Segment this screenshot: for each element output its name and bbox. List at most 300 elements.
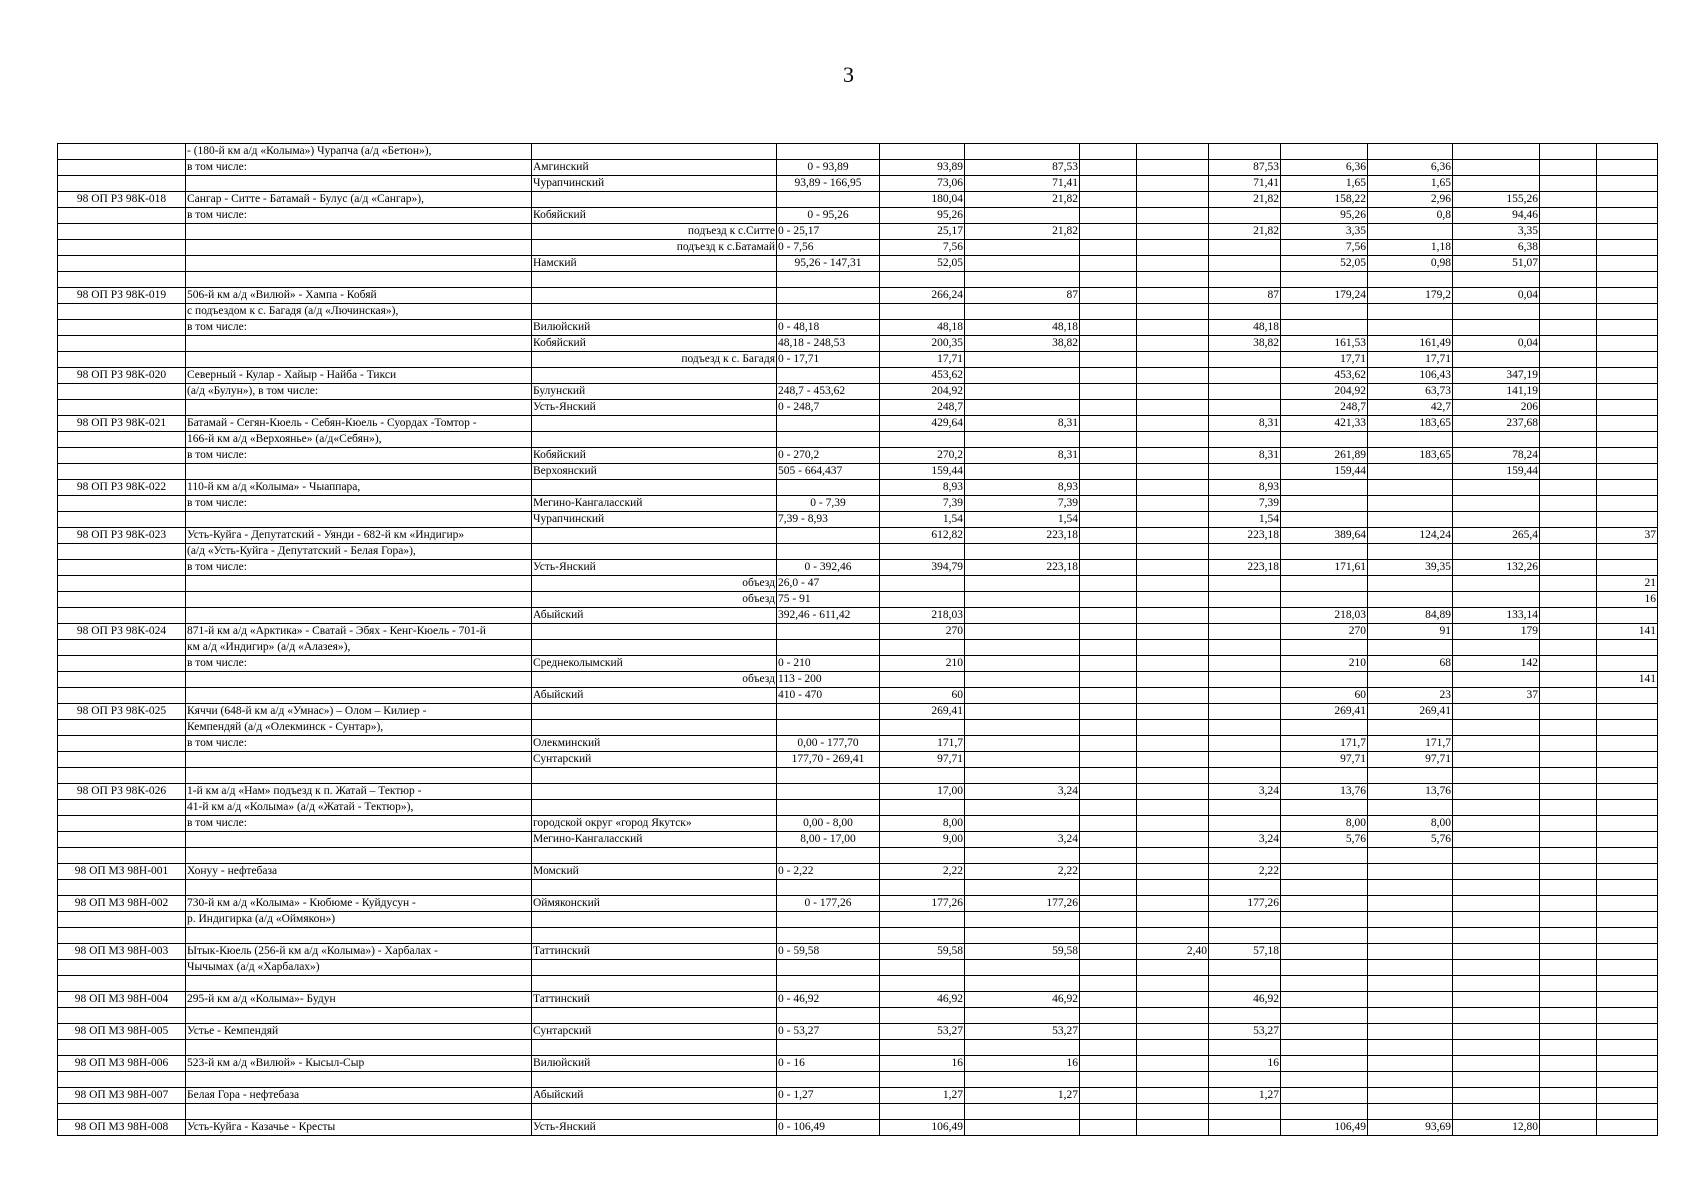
cell-length-f (1368, 992, 1453, 1008)
cell-district: Кобяйский (532, 208, 777, 224)
table-row (58, 272, 1658, 288)
cell-length-e: 106,49 (1281, 1120, 1368, 1136)
cell-district: Таттинский (532, 992, 777, 1008)
cell-length-h (1540, 832, 1597, 848)
table-row (58, 960, 1658, 976)
cell-length-d: 87 (1209, 288, 1281, 304)
cell-length-d: 7,39 (1209, 496, 1281, 512)
table-row (58, 880, 1658, 896)
cell-road-name (186, 928, 532, 944)
cell-length-i (1597, 1040, 1658, 1056)
cell-district (532, 368, 777, 384)
cell-length-e (1281, 544, 1368, 560)
cell-km-range: 0 - 248,7 (777, 400, 880, 416)
cell-total-length: 429,64 (880, 416, 965, 432)
cell-road-name (186, 608, 532, 624)
cell-road-code (58, 432, 186, 448)
cell-length-h (1540, 640, 1597, 656)
cell-length-e (1281, 496, 1368, 512)
cell-road-code: 98 ОП МЗ 98Н-005 (58, 1024, 186, 1040)
cell-length-g (1453, 960, 1540, 976)
cell-length-c (1137, 544, 1209, 560)
cell-km-range: 8,00 - 17,00 (777, 832, 880, 848)
cell-road-name (186, 832, 532, 848)
cell-length-a (965, 848, 1080, 864)
cell-length-g: 94,46 (1453, 208, 1540, 224)
cell-length-c (1137, 800, 1209, 816)
cell-district (532, 720, 777, 736)
cell-length-i (1597, 816, 1658, 832)
cell-length-d (1209, 960, 1281, 976)
cell-length-c (1137, 880, 1209, 896)
cell-total-length: 8,93 (880, 480, 965, 496)
cell-road-code: 98 ОП МЗ 98Н-002 (58, 896, 186, 912)
cell-length-c (1137, 224, 1209, 240)
cell-length-f (1368, 512, 1453, 528)
cell-length-g (1453, 1040, 1540, 1056)
cell-length-d (1209, 1120, 1281, 1136)
cell-length-g (1453, 592, 1540, 608)
cell-length-c (1137, 752, 1209, 768)
cell-road-code (58, 640, 186, 656)
cell-road-code (58, 208, 186, 224)
cell-length-f: 91 (1368, 624, 1453, 640)
cell-length-c (1137, 1024, 1209, 1040)
cell-length-b (1080, 400, 1137, 416)
cell-total-length: 95,26 (880, 208, 965, 224)
cell-length-h (1540, 624, 1597, 640)
cell-length-d: 71,41 (1209, 176, 1281, 192)
cell-length-a (965, 688, 1080, 704)
cell-length-i (1597, 464, 1658, 480)
cell-road-code (58, 960, 186, 976)
cell-km-range (777, 720, 880, 736)
cell-total-length: 25,17 (880, 224, 965, 240)
cell-length-e (1281, 320, 1368, 336)
cell-total-length: 97,71 (880, 752, 965, 768)
cell-length-f: 13,76 (1368, 784, 1453, 800)
cell-length-a: 177,26 (965, 896, 1080, 912)
cell-km-range: 505 - 664,437 (777, 464, 880, 480)
cell-length-c (1137, 640, 1209, 656)
cell-road-name: Северный - Кулар - Хайыр - Найба - Тикси (186, 368, 532, 384)
table-row (58, 816, 1658, 832)
cell-km-range: 0 - 25,17 (777, 224, 880, 240)
cell-district: объезд (532, 672, 777, 688)
cell-length-c (1137, 960, 1209, 976)
cell-length-f (1368, 1040, 1453, 1056)
cell-district: объезд (532, 592, 777, 608)
cell-length-g (1453, 1008, 1540, 1024)
cell-length-i: 37 (1597, 528, 1658, 544)
cell-length-b (1080, 288, 1137, 304)
cell-district: Амгинский (532, 160, 777, 176)
roads-table (57, 143, 1658, 1136)
cell-length-h (1540, 768, 1597, 784)
cell-length-f: 0,8 (1368, 208, 1453, 224)
cell-length-i (1597, 848, 1658, 864)
cell-length-a (965, 880, 1080, 896)
cell-km-range: 0 - 177,26 (777, 896, 880, 912)
cell-length-a (965, 240, 1080, 256)
cell-length-a: 8,93 (965, 480, 1080, 496)
cell-km-range (777, 880, 880, 896)
cell-km-range: 0 - 93,89 (777, 160, 880, 176)
cell-length-d (1209, 688, 1281, 704)
cell-district (532, 1104, 777, 1120)
cell-district: Чурапчинский (532, 176, 777, 192)
table-row (58, 688, 1658, 704)
cell-length-a (965, 656, 1080, 672)
cell-length-a (965, 1072, 1080, 1088)
cell-district: Таттинский (532, 944, 777, 960)
cell-length-i (1597, 368, 1658, 384)
cell-road-name (186, 752, 532, 768)
cell-km-range: 0 - 7,39 (777, 496, 880, 512)
cell-road-code (58, 656, 186, 672)
cell-road-code (58, 720, 186, 736)
cell-road-code (58, 320, 186, 336)
cell-length-e (1281, 960, 1368, 976)
cell-road-name (186, 1008, 532, 1024)
cell-length-c (1137, 352, 1209, 368)
cell-length-e: 261,89 (1281, 448, 1368, 464)
cell-length-i (1597, 384, 1658, 400)
table-row (58, 464, 1658, 480)
cell-length-d (1209, 1072, 1281, 1088)
cell-length-e (1281, 880, 1368, 896)
cell-length-c (1137, 1008, 1209, 1024)
cell-km-range (777, 528, 880, 544)
cell-length-a (965, 400, 1080, 416)
cell-road-code (58, 1072, 186, 1088)
cell-length-e: 159,44 (1281, 464, 1368, 480)
cell-length-a (965, 640, 1080, 656)
cell-district: Вилюйский (532, 1056, 777, 1072)
cell-km-range (777, 368, 880, 384)
cell-km-range: 0,00 - 8,00 (777, 816, 880, 832)
cell-length-b (1080, 368, 1137, 384)
cell-length-e (1281, 944, 1368, 960)
cell-length-e: 179,24 (1281, 288, 1368, 304)
cell-district: Абыйский (532, 608, 777, 624)
cell-total-length: 159,44 (880, 464, 965, 480)
cell-length-b (1080, 768, 1137, 784)
cell-length-g (1453, 1088, 1540, 1104)
cell-road-code (58, 464, 186, 480)
cell-length-c (1137, 272, 1209, 288)
cell-length-g (1453, 992, 1540, 1008)
cell-district (532, 144, 777, 160)
cell-length-f: 8,00 (1368, 816, 1453, 832)
cell-length-h (1540, 880, 1597, 896)
cell-length-a: 87,53 (965, 160, 1080, 176)
cell-district: Оймяконский (532, 896, 777, 912)
table-row (58, 1040, 1658, 1056)
cell-length-f: 161,49 (1368, 336, 1453, 352)
table-row (58, 288, 1658, 304)
cell-road-code (58, 688, 186, 704)
cell-length-d (1209, 400, 1281, 416)
cell-length-d: 57,18 (1209, 944, 1281, 960)
cell-length-b (1080, 256, 1137, 272)
cell-length-c (1137, 784, 1209, 800)
cell-length-f (1368, 1088, 1453, 1104)
cell-length-d (1209, 912, 1281, 928)
cell-length-i (1597, 448, 1658, 464)
cell-district (532, 912, 777, 928)
cell-road-code (58, 912, 186, 928)
cell-length-b (1080, 496, 1137, 512)
cell-road-name: Чычымах (а/д «Харбалах») (186, 960, 532, 976)
table-row (58, 784, 1658, 800)
cell-length-b (1080, 432, 1137, 448)
cell-length-e: 389,64 (1281, 528, 1368, 544)
cell-length-h (1540, 496, 1597, 512)
cell-length-h (1540, 528, 1597, 544)
cell-road-code (58, 608, 186, 624)
cell-length-d (1209, 1104, 1281, 1120)
cell-length-d: 38,82 (1209, 336, 1281, 352)
cell-road-name: 730-й км а/д «Колыма» - Кюбюме - Куйдусун - (186, 896, 532, 912)
table-row (58, 192, 1658, 208)
cell-length-b (1080, 944, 1137, 960)
cell-km-range (777, 800, 880, 816)
cell-length-f: 17,71 (1368, 352, 1453, 368)
cell-km-range (777, 960, 880, 976)
table-row (58, 1088, 1658, 1104)
cell-district: Усть-Янский (532, 400, 777, 416)
cell-length-c (1137, 1072, 1209, 1088)
cell-length-a: 1,54 (965, 512, 1080, 528)
cell-length-h (1540, 176, 1597, 192)
cell-length-g (1453, 176, 1540, 192)
cell-total-length: 218,03 (880, 608, 965, 624)
cell-length-g: 265,4 (1453, 528, 1540, 544)
cell-road-code (58, 976, 186, 992)
cell-length-i (1597, 240, 1658, 256)
cell-length-b (1080, 144, 1137, 160)
table-row (58, 1024, 1658, 1040)
cell-length-e (1281, 768, 1368, 784)
cell-total-length: 17,00 (880, 784, 965, 800)
cell-km-range (777, 304, 880, 320)
cell-total-length: 270 (880, 624, 965, 640)
cell-district (532, 640, 777, 656)
cell-length-f (1368, 768, 1453, 784)
cell-length-c (1137, 416, 1209, 432)
cell-km-range: 48,18 - 248,53 (777, 336, 880, 352)
cell-length-e: 13,76 (1281, 784, 1368, 800)
cell-km-range (777, 624, 880, 640)
cell-road-code (58, 1008, 186, 1024)
cell-length-b (1080, 624, 1137, 640)
cell-km-range (777, 1008, 880, 1024)
table-row (58, 976, 1658, 992)
cell-length-h (1540, 448, 1597, 464)
cell-length-g (1453, 304, 1540, 320)
cell-total-length (880, 544, 965, 560)
cell-road-name (186, 1040, 532, 1056)
cell-road-name: 871-й км а/д «Арктика» - Сватай - Эбях - Кенг-Кюель - 701-й (186, 624, 532, 640)
cell-length-a (965, 704, 1080, 720)
cell-length-e (1281, 512, 1368, 528)
cell-length-a: 21,82 (965, 224, 1080, 240)
cell-length-e: 60 (1281, 688, 1368, 704)
cell-length-h (1540, 432, 1597, 448)
cell-length-d (1209, 544, 1281, 560)
cell-length-g: 12,80 (1453, 1120, 1540, 1136)
cell-district (532, 704, 777, 720)
cell-district: Намский (532, 256, 777, 272)
cell-length-f (1368, 576, 1453, 592)
cell-district (532, 880, 777, 896)
cell-length-d (1209, 384, 1281, 400)
cell-road-name: р. Индигирка (а/д «Оймякон») (186, 912, 532, 928)
cell-length-b (1080, 1120, 1137, 1136)
cell-total-length (880, 432, 965, 448)
cell-district: городской округ «город Якутск» (532, 816, 777, 832)
cell-length-f: 68 (1368, 656, 1453, 672)
cell-district (532, 192, 777, 208)
cell-length-h (1540, 800, 1597, 816)
cell-district: Усть-Янский (532, 1120, 777, 1136)
cell-length-g (1453, 736, 1540, 752)
cell-length-b (1080, 512, 1137, 528)
cell-length-i: 141 (1597, 672, 1658, 688)
cell-length-a (965, 368, 1080, 384)
cell-district (532, 768, 777, 784)
table-row (58, 448, 1658, 464)
cell-length-e (1281, 1024, 1368, 1040)
cell-road-name: 110-й км а/д «Колыма» - Чыаппара, (186, 480, 532, 496)
cell-length-f: 2,96 (1368, 192, 1453, 208)
cell-length-a: 223,18 (965, 528, 1080, 544)
cell-length-e (1281, 304, 1368, 320)
cell-length-h (1540, 1024, 1597, 1040)
cell-road-code (58, 880, 186, 896)
cell-length-i: 16 (1597, 592, 1658, 608)
cell-road-code: 98 ОП МЗ 98Н-003 (58, 944, 186, 960)
cell-road-name: Батамай - Сегян-Кюель - Себян-Кюель - Суордах -Томтор - (186, 416, 532, 432)
cell-length-h (1540, 304, 1597, 320)
cell-road-code: 98 ОП РЗ 98К-024 (58, 624, 186, 640)
cell-length-a (965, 608, 1080, 624)
cell-length-i (1597, 688, 1658, 704)
cell-length-a (965, 976, 1080, 992)
cell-road-code (58, 448, 186, 464)
cell-length-g: 141,19 (1453, 384, 1540, 400)
cell-length-c (1137, 304, 1209, 320)
cell-road-name: 295-й км а/д «Колыма»- Будун (186, 992, 532, 1008)
cell-length-e: 158,22 (1281, 192, 1368, 208)
cell-length-d: 3,24 (1209, 784, 1281, 800)
cell-road-code: 98 ОП МЗ 98Н-006 (58, 1056, 186, 1072)
cell-length-b (1080, 752, 1137, 768)
cell-length-e: 270 (1281, 624, 1368, 640)
cell-length-e (1281, 1072, 1368, 1088)
cell-district: Абыйский (532, 688, 777, 704)
cell-total-length (880, 800, 965, 816)
cell-road-code (58, 544, 186, 560)
cell-length-a: 8,31 (965, 448, 1080, 464)
cell-km-range: 93,89 - 166,95 (777, 176, 880, 192)
cell-length-g (1453, 672, 1540, 688)
cell-length-b (1080, 640, 1137, 656)
table-row (58, 320, 1658, 336)
cell-length-a: 21,82 (965, 192, 1080, 208)
cell-total-length: 9,00 (880, 832, 965, 848)
cell-length-a: 71,41 (965, 176, 1080, 192)
cell-length-h (1540, 752, 1597, 768)
cell-length-b (1080, 592, 1137, 608)
cell-length-d (1209, 1040, 1281, 1056)
cell-length-a (965, 816, 1080, 832)
cell-length-a (965, 624, 1080, 640)
cell-length-e: 95,26 (1281, 208, 1368, 224)
cell-road-name: 1-й км а/д «Нам» подъезд к п. Жатай – Тектюр - (186, 784, 532, 800)
cell-length-g: 0,04 (1453, 288, 1540, 304)
cell-length-a (965, 576, 1080, 592)
cell-length-h (1540, 1104, 1597, 1120)
cell-length-f (1368, 496, 1453, 512)
cell-length-h (1540, 1088, 1597, 1104)
cell-total-length (880, 1040, 965, 1056)
cell-length-e (1281, 272, 1368, 288)
cell-length-a (965, 304, 1080, 320)
cell-length-c (1137, 560, 1209, 576)
cell-district: Кобяйский (532, 336, 777, 352)
cell-length-g (1453, 928, 1540, 944)
cell-length-e (1281, 1056, 1368, 1072)
cell-length-d (1209, 736, 1281, 752)
cell-length-i: 21 (1597, 576, 1658, 592)
cell-length-f (1368, 1056, 1453, 1072)
cell-road-code (58, 240, 186, 256)
cell-district (532, 1040, 777, 1056)
cell-length-b (1080, 832, 1137, 848)
cell-length-b (1080, 416, 1137, 432)
cell-length-h (1540, 336, 1597, 352)
cell-length-h (1540, 896, 1597, 912)
cell-district: подъезд к с.Батамай (532, 240, 777, 256)
cell-length-g (1453, 512, 1540, 528)
cell-length-g (1453, 976, 1540, 992)
table-row (58, 1104, 1658, 1120)
cell-district: Булунский (532, 384, 777, 400)
cell-length-h (1540, 544, 1597, 560)
cell-total-length: 59,58 (880, 944, 965, 960)
table-row (58, 160, 1658, 176)
cell-length-i (1597, 304, 1658, 320)
cell-road-code: 98 ОП РЗ 98К-021 (58, 416, 186, 432)
cell-road-name (186, 512, 532, 528)
cell-length-f (1368, 480, 1453, 496)
cell-length-h (1540, 864, 1597, 880)
cell-length-g (1453, 640, 1540, 656)
table-row (58, 544, 1658, 560)
cell-length-c (1137, 240, 1209, 256)
cell-length-i (1597, 944, 1658, 960)
cell-length-d: 223,18 (1209, 560, 1281, 576)
cell-length-c: 2,40 (1137, 944, 1209, 960)
cell-district (532, 480, 777, 496)
cell-length-c (1137, 144, 1209, 160)
cell-length-g (1453, 800, 1540, 816)
cell-length-b (1080, 1024, 1137, 1040)
cell-length-e: 248,7 (1281, 400, 1368, 416)
cell-length-g: 132,26 (1453, 560, 1540, 576)
